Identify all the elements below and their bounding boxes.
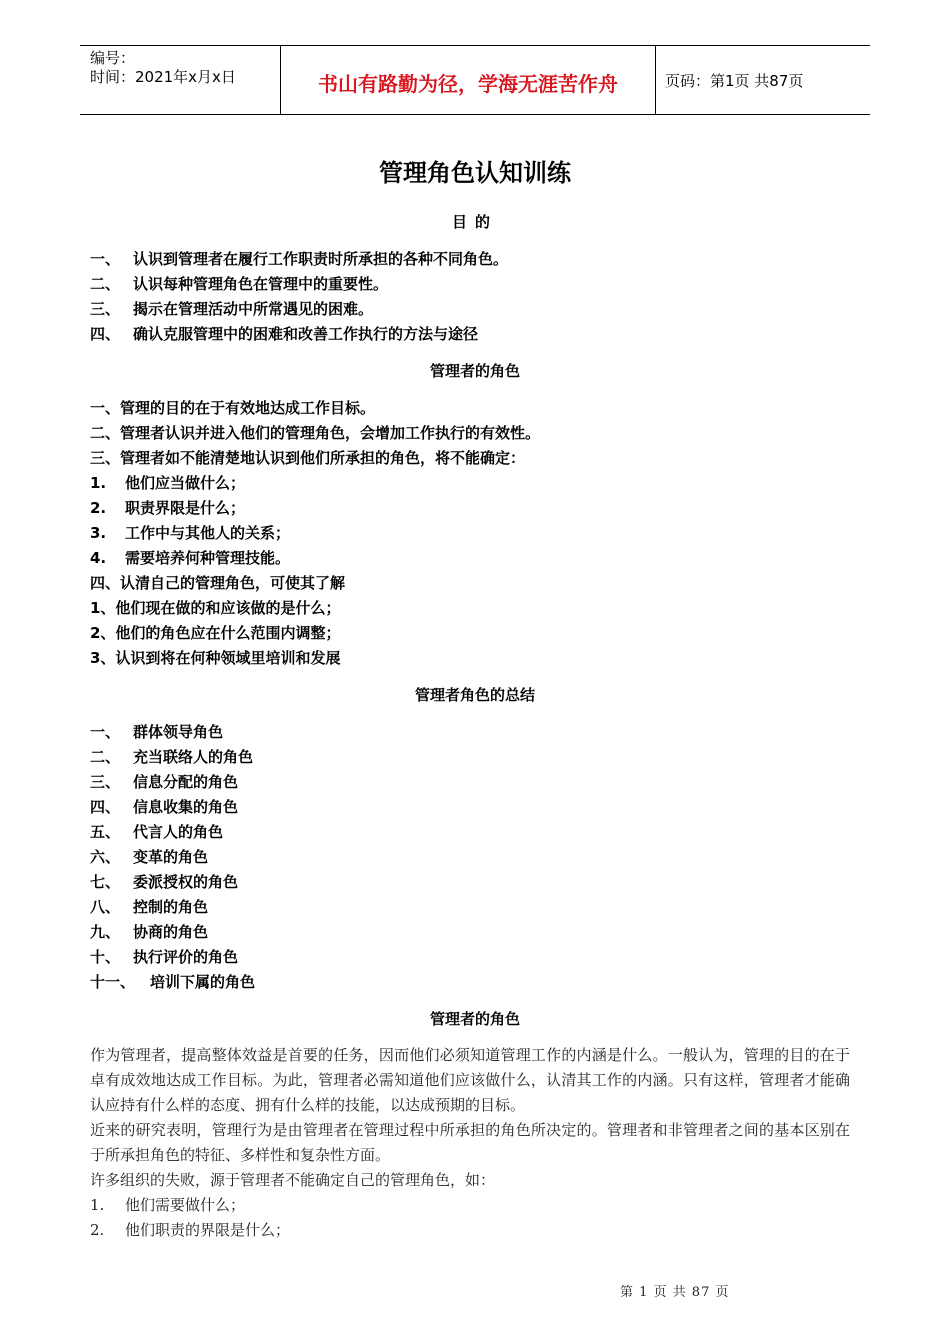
list-item: 1、他们现在做的和应该做的是什么；	[90, 599, 341, 617]
number-label: 编号：	[90, 49, 136, 67]
page-footer: 第 1 页 共 87 页	[620, 1285, 730, 1300]
list-item: 4. 需要培养何种管理技能。	[90, 549, 291, 567]
list-item: 一、 群体领导角色	[90, 723, 224, 741]
list-item: 三、 揭示在管理活动中所常遇见的困难。	[90, 300, 374, 318]
list-item: 三、管理者如不能清楚地认识到他们所承担的角色，将不能确定：	[90, 449, 526, 467]
purpose-heading: 目的	[451, 213, 498, 231]
list-item: 三、 信息分配的角色	[90, 773, 239, 791]
list-item: 2、他们的角色应在什么范围内调整；	[90, 624, 341, 642]
list-item: 四、 确认克服管理中的困难和改善工作执行的方法与途径	[90, 325, 479, 343]
roles-prose	[90, 1043, 850, 1193]
list-item: 一、管理的目的在于有效地达成工作目标。	[90, 399, 376, 417]
header-meta-cell	[80, 46, 280, 114]
list-item: 十、 执行评价的角色	[90, 948, 239, 966]
paragraph: 作为管理者，提高整体效益是首要的任务，因而他们必须知道管理工作的内涵是什么。一般认为，管理的目的在于卓有成效地达成工作目标。为此，管理者必需知道他们应该做什么，认清其工作的内涵。只有这样，管理者才能确认应持有什么样的态度、拥有什么样的技能，以达成预期的目标。	[90, 1046, 850, 1114]
list-item: 九、 协商的角色	[90, 923, 209, 941]
list-item: 2. 职责界限是什么；	[90, 499, 246, 517]
list-item: 二、 认识每种管理角色在管理中的重要性。	[90, 275, 389, 293]
header-page-cell	[655, 46, 870, 114]
list-item: 二、管理者认识并进入他们的管理角色，会增加工作执行的有效性。	[90, 424, 541, 442]
list-item: 十一、 培训下属的角色	[90, 973, 256, 991]
time-label: 时间：2021年x月x日	[90, 68, 236, 86]
list-item: 八、 控制的角色	[90, 898, 209, 916]
paragraph: 近来的研究表明，管理行为是由管理者在管理过程中所承担的角色所决定的。管理者和非管理者之间的基本区别在于所承担角色的特征、多样性和复杂性方面。	[90, 1121, 850, 1164]
list-item: 1. 他们应当做什么；	[90, 474, 246, 492]
summary-list	[90, 720, 870, 995]
paragraph: 许多组织的失败，源于管理者不能确定自己的管理角色，如：	[90, 1171, 496, 1189]
roles-list	[90, 396, 870, 671]
purpose-list	[90, 247, 870, 347]
document-title: 管理角色认知训练	[379, 159, 571, 187]
roles-heading: 管理者的角色	[429, 362, 520, 380]
list-item: 七、 委派授权的角色	[90, 873, 239, 891]
list-item: 四、 信息收集的角色	[90, 798, 239, 816]
list-item: 一、 认识到管理者在履行工作职责时所承担的各种不同角色。	[90, 250, 509, 268]
header-motto-cell	[280, 46, 656, 114]
roles-prose-list	[90, 1193, 850, 1243]
list-item: 二、 充当联络人的角色	[90, 748, 254, 766]
list-item: 六、 变革的角色	[90, 848, 209, 866]
list-item: 3. 工作中与其他人的关系；	[90, 524, 291, 542]
list-item: 五、 代言人的角色	[90, 823, 224, 841]
document-header	[80, 45, 870, 115]
motto-text: 书山有路勤为径，学海无涯苦作舟	[318, 72, 618, 96]
list-item: 3、认识到将在何种领域里培训和发展	[90, 649, 341, 667]
summary-heading: 管理者角色的总结	[414, 686, 535, 704]
page-info: 页码：第1页 共87页	[665, 72, 804, 90]
list-item: 1. 他们需要做什么；	[90, 1196, 246, 1214]
list-item: 四、认清自己的管理角色，可使其了解	[90, 574, 346, 592]
list-item: 2. 他们职责的界限是什么；	[90, 1221, 291, 1239]
roles-prose-heading: 管理者的角色	[429, 1010, 520, 1028]
